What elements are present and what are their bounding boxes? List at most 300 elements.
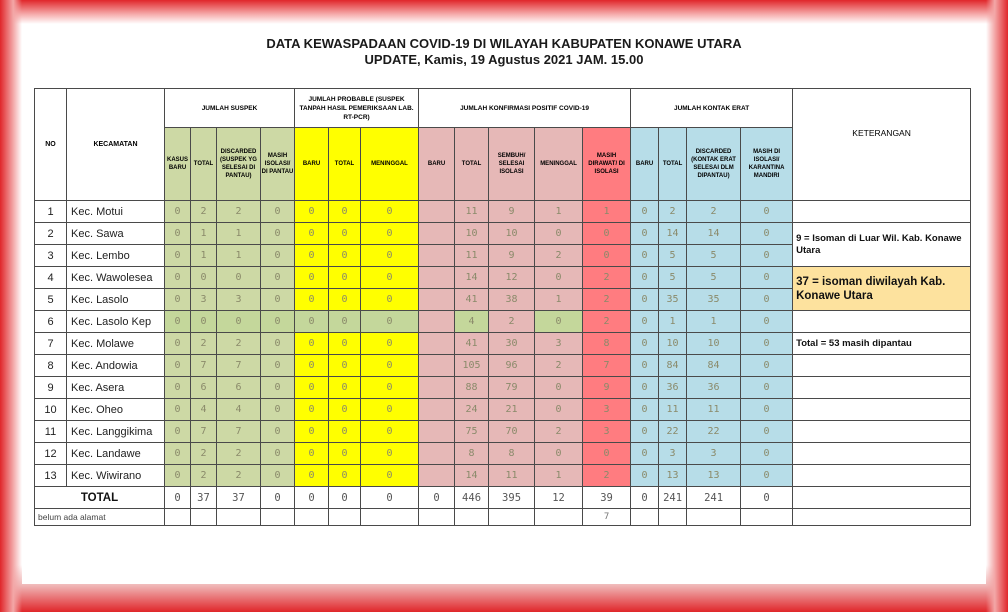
subheader-konfirmasi-baru: BARU bbox=[419, 128, 455, 201]
note-isoman-luar: 9 = Isoman di Luar Wil. Kab. Konawe Utara bbox=[793, 223, 971, 267]
cell-probable-meninggal: 0 bbox=[361, 399, 419, 421]
cell-konfirmasi-masih-dirawat: 2 bbox=[583, 267, 631, 289]
cell-kontak-masih-isolasi: 0 bbox=[741, 289, 793, 311]
cell-kontak-discarded: 35 bbox=[687, 289, 741, 311]
cell-suspek-discarded: 7 bbox=[217, 421, 261, 443]
cell-konfirmasi-total: 11 bbox=[455, 245, 489, 267]
subheader-probable-meninggal: MENINGGAL bbox=[361, 128, 419, 201]
covid-data-table bbox=[34, 88, 971, 526]
note-empty bbox=[793, 487, 971, 509]
empty-cell bbox=[489, 509, 535, 526]
cell-probable-meninggal: 0 bbox=[361, 201, 419, 223]
cell-konfirmasi-meninggal: 1 bbox=[535, 201, 583, 223]
total-probable-total: 0 bbox=[329, 487, 361, 509]
cell-suspek-masih-isolasi: 0 bbox=[261, 223, 295, 245]
cell-kontak-total: 3 bbox=[659, 443, 687, 465]
row-no: 12 bbox=[35, 443, 67, 465]
cell-konfirmasi-baru bbox=[419, 421, 455, 443]
cell-kontak-masih-isolasi: 0 bbox=[741, 465, 793, 487]
total-probable-meninggal: 0 bbox=[361, 487, 419, 509]
cell-suspek-total: 2 bbox=[191, 201, 217, 223]
cell-kontak-baru: 0 bbox=[631, 289, 659, 311]
cell-suspek-masih-isolasi: 0 bbox=[261, 289, 295, 311]
cell-konfirmasi-masih-dirawat: 2 bbox=[583, 311, 631, 333]
cell-probable-baru: 0 bbox=[295, 355, 329, 377]
cell-probable-meninggal: 0 bbox=[361, 421, 419, 443]
cell-konfirmasi-total: 75 bbox=[455, 421, 489, 443]
cell-konfirmasi-baru bbox=[419, 311, 455, 333]
cell-konfirmasi-masih-dirawat: 2 bbox=[583, 289, 631, 311]
subheader-masih-karantina: MASIH DI ISOLASI/ KARANTINA MANDIRI bbox=[741, 128, 793, 201]
row-no: 7 bbox=[35, 333, 67, 355]
document-title bbox=[22, 36, 986, 68]
total-konfirmasi-sembuh: 395 bbox=[489, 487, 535, 509]
cell-suspek-discarded: 2 bbox=[217, 443, 261, 465]
row-no: 11 bbox=[35, 421, 67, 443]
cell-kontak-total: 2 bbox=[659, 201, 687, 223]
row-no: 6 bbox=[35, 311, 67, 333]
cell-suspek-kasus-baru: 0 bbox=[165, 311, 191, 333]
cell-konfirmasi-total: 105 bbox=[455, 355, 489, 377]
right-red-border bbox=[986, 0, 1008, 612]
note-empty bbox=[793, 399, 971, 421]
header-probable: JUMLAH PROBABLE (SUSPEK TANPAH HASIL PEMERIKSAAN LAB. RT-PCR) bbox=[295, 89, 419, 128]
row-no: 3 bbox=[35, 245, 67, 267]
cell-suspek-masih-isolasi: 0 bbox=[261, 355, 295, 377]
cell-konfirmasi-meninggal: 0 bbox=[535, 377, 583, 399]
cell-suspek-total: 3 bbox=[191, 289, 217, 311]
cell-probable-baru: 0 bbox=[295, 399, 329, 421]
row-no: 4 bbox=[35, 267, 67, 289]
cell-konfirmasi-total: 10 bbox=[455, 223, 489, 245]
cell-suspek-masih-isolasi: 0 bbox=[261, 421, 295, 443]
cell-kontak-baru: 0 bbox=[631, 201, 659, 223]
empty-cell bbox=[687, 509, 741, 526]
subheader-suspek-total: TOTAL bbox=[191, 128, 217, 201]
cell-kontak-discarded: 10 bbox=[687, 333, 741, 355]
total-kontak-discarded: 241 bbox=[687, 487, 741, 509]
cell-suspek-kasus-baru: 0 bbox=[165, 421, 191, 443]
table-row bbox=[35, 333, 971, 355]
cell-probable-total: 0 bbox=[329, 223, 361, 245]
cell-konfirmasi-sembuh: 79 bbox=[489, 377, 535, 399]
note-isoman-wilayah: 37 = isoman diwilayah Kab. Konawe Utara bbox=[793, 267, 971, 311]
note-empty bbox=[793, 443, 971, 465]
cell-konfirmasi-baru bbox=[419, 245, 455, 267]
cell-suspek-total: 6 bbox=[191, 377, 217, 399]
row-kecamatan: Kec. Landawe bbox=[67, 443, 165, 465]
cell-kontak-total: 10 bbox=[659, 333, 687, 355]
cell-konfirmasi-baru bbox=[419, 465, 455, 487]
table-body bbox=[35, 201, 971, 526]
cell-probable-total: 0 bbox=[329, 355, 361, 377]
cell-kontak-baru: 0 bbox=[631, 421, 659, 443]
table-row bbox=[35, 443, 971, 465]
row-no: 8 bbox=[35, 355, 67, 377]
subheader-konfirmasi-meninggal: MENINGGAL bbox=[535, 128, 583, 201]
cell-konfirmasi-meninggal: 0 bbox=[535, 223, 583, 245]
cell-konfirmasi-total: 8 bbox=[455, 443, 489, 465]
cell-suspek-kasus-baru: 0 bbox=[165, 465, 191, 487]
cell-kontak-discarded: 22 bbox=[687, 421, 741, 443]
cell-kontak-baru: 0 bbox=[631, 377, 659, 399]
cell-konfirmasi-masih-dirawat: 3 bbox=[583, 421, 631, 443]
cell-kontak-masih-isolasi: 0 bbox=[741, 201, 793, 223]
cell-kontak-discarded: 2 bbox=[687, 201, 741, 223]
cell-konfirmasi-sembuh: 12 bbox=[489, 267, 535, 289]
empty-cell bbox=[165, 509, 191, 526]
subheader-discarded-suspek: DISCARDED (SUSPEK YG SELESAI DI PANTAU) bbox=[217, 128, 261, 201]
total-probable-baru: 0 bbox=[295, 487, 329, 509]
cell-konfirmasi-masih-dirawat: 0 bbox=[583, 223, 631, 245]
cell-suspek-total: 7 bbox=[191, 421, 217, 443]
row-no: 5 bbox=[35, 289, 67, 311]
cell-kontak-baru: 0 bbox=[631, 245, 659, 267]
header-kecamatan: KECAMATAN bbox=[67, 89, 165, 201]
row-no: 9 bbox=[35, 377, 67, 399]
document-sheet bbox=[22, 24, 986, 584]
note-total-dipantau: Total = 53 masih dipantau bbox=[793, 333, 971, 355]
cell-konfirmasi-sembuh: 9 bbox=[489, 201, 535, 223]
cell-konfirmasi-meninggal: 0 bbox=[535, 267, 583, 289]
cell-kontak-baru: 0 bbox=[631, 355, 659, 377]
cell-kontak-baru: 0 bbox=[631, 443, 659, 465]
cell-kontak-masih-isolasi: 0 bbox=[741, 421, 793, 443]
row-kecamatan: Kec. Oheo bbox=[67, 399, 165, 421]
cell-probable-baru: 0 bbox=[295, 289, 329, 311]
cell-suspek-discarded: 2 bbox=[217, 201, 261, 223]
cell-suspek-discarded: 0 bbox=[217, 311, 261, 333]
empty-cell bbox=[217, 509, 261, 526]
cell-suspek-kasus-baru: 0 bbox=[165, 377, 191, 399]
cell-suspek-masih-isolasi: 0 bbox=[261, 333, 295, 355]
cell-suspek-discarded: 2 bbox=[217, 333, 261, 355]
cell-kontak-discarded: 14 bbox=[687, 223, 741, 245]
total-kontak-masih-isolasi: 0 bbox=[741, 487, 793, 509]
total-row bbox=[35, 487, 971, 509]
total-suspek-discarded: 37 bbox=[217, 487, 261, 509]
cell-suspek-masih-isolasi: 0 bbox=[261, 443, 295, 465]
cell-probable-meninggal: 0 bbox=[361, 311, 419, 333]
cell-kontak-masih-isolasi: 0 bbox=[741, 355, 793, 377]
cell-kontak-discarded: 13 bbox=[687, 465, 741, 487]
unknown-address-value: 7 bbox=[583, 509, 631, 526]
cell-probable-total: 0 bbox=[329, 311, 361, 333]
cell-suspek-kasus-baru: 0 bbox=[165, 399, 191, 421]
subheader-konfirmasi-total: TOTAL bbox=[455, 128, 489, 201]
cell-kontak-discarded: 3 bbox=[687, 443, 741, 465]
cell-konfirmasi-meninggal: 1 bbox=[535, 465, 583, 487]
row-kecamatan: Kec. Lasolo bbox=[67, 289, 165, 311]
empty-cell bbox=[535, 509, 583, 526]
cell-konfirmasi-meninggal: 0 bbox=[535, 399, 583, 421]
cell-kontak-discarded: 5 bbox=[687, 245, 741, 267]
cell-konfirmasi-meninggal: 0 bbox=[535, 443, 583, 465]
cell-konfirmasi-baru bbox=[419, 399, 455, 421]
title-line-2: UPDATE, Kamis, 19 Agustus 2021 JAM. 15.00 bbox=[364, 52, 644, 67]
cell-probable-total: 0 bbox=[329, 443, 361, 465]
cell-konfirmasi-baru bbox=[419, 443, 455, 465]
subheader-masih-isolasi: MASIH ISOLASI/ DI PANTAU bbox=[261, 128, 295, 201]
cell-probable-baru: 0 bbox=[295, 421, 329, 443]
cell-kontak-total: 84 bbox=[659, 355, 687, 377]
empty-cell bbox=[361, 509, 419, 526]
cell-konfirmasi-total: 41 bbox=[455, 289, 489, 311]
table-row bbox=[35, 465, 971, 487]
cell-suspek-total: 1 bbox=[191, 245, 217, 267]
cell-kontak-masih-isolasi: 0 bbox=[741, 223, 793, 245]
cell-konfirmasi-masih-dirawat: 8 bbox=[583, 333, 631, 355]
empty-cell bbox=[261, 509, 295, 526]
cell-kontak-total: 14 bbox=[659, 223, 687, 245]
cell-suspek-discarded: 4 bbox=[217, 399, 261, 421]
cell-konfirmasi-total: 14 bbox=[455, 465, 489, 487]
cell-kontak-baru: 0 bbox=[631, 267, 659, 289]
cell-probable-meninggal: 0 bbox=[361, 245, 419, 267]
subheader-masih-dirawat: MASIH DIRAWAT/ DI ISOLASI bbox=[583, 128, 631, 201]
subheader-sembuh: SEMBUH/ SELESAI ISOLASI bbox=[489, 128, 535, 201]
cell-konfirmasi-meninggal: 1 bbox=[535, 289, 583, 311]
empty-cell bbox=[631, 509, 659, 526]
total-suspek-kasus-baru: 0 bbox=[165, 487, 191, 509]
cell-konfirmasi-meninggal: 2 bbox=[535, 245, 583, 267]
cell-konfirmasi-sembuh: 9 bbox=[489, 245, 535, 267]
cell-suspek-total: 1 bbox=[191, 223, 217, 245]
unknown-address-row bbox=[35, 509, 971, 526]
cell-probable-baru: 0 bbox=[295, 311, 329, 333]
cell-konfirmasi-meninggal: 2 bbox=[535, 355, 583, 377]
cell-konfirmasi-baru bbox=[419, 267, 455, 289]
cell-konfirmasi-masih-dirawat: 3 bbox=[583, 399, 631, 421]
row-no: 10 bbox=[35, 399, 67, 421]
header-keterangan: KETERANGAN bbox=[793, 89, 971, 201]
cell-kontak-masih-isolasi: 0 bbox=[741, 311, 793, 333]
header-no: NO bbox=[35, 89, 67, 201]
cell-probable-total: 0 bbox=[329, 399, 361, 421]
note-empty bbox=[793, 311, 971, 333]
row-kecamatan: Kec. Lasolo Kep bbox=[67, 311, 165, 333]
cell-suspek-total: 4 bbox=[191, 399, 217, 421]
cell-suspek-kasus-baru: 0 bbox=[165, 333, 191, 355]
cell-suspek-kasus-baru: 0 bbox=[165, 355, 191, 377]
cell-suspek-discarded: 2 bbox=[217, 465, 261, 487]
cell-suspek-total: 7 bbox=[191, 355, 217, 377]
cell-suspek-kasus-baru: 0 bbox=[165, 267, 191, 289]
cell-konfirmasi-total: 14 bbox=[455, 267, 489, 289]
cell-probable-baru: 0 bbox=[295, 333, 329, 355]
cell-probable-baru: 0 bbox=[295, 465, 329, 487]
cell-konfirmasi-total: 4 bbox=[455, 311, 489, 333]
cell-probable-total: 0 bbox=[329, 377, 361, 399]
cell-kontak-baru: 0 bbox=[631, 311, 659, 333]
cell-suspek-discarded: 7 bbox=[217, 355, 261, 377]
cell-konfirmasi-masih-dirawat: 0 bbox=[583, 245, 631, 267]
cell-konfirmasi-total: 24 bbox=[455, 399, 489, 421]
cell-probable-total: 0 bbox=[329, 245, 361, 267]
cell-konfirmasi-meninggal: 3 bbox=[535, 333, 583, 355]
empty-cell bbox=[295, 509, 329, 526]
cell-konfirmasi-sembuh: 38 bbox=[489, 289, 535, 311]
header-konfirmasi: JUMLAH KONFIRMASI POSITIF COVID-19 bbox=[419, 89, 631, 128]
cell-kontak-masih-isolasi: 0 bbox=[741, 333, 793, 355]
table-row bbox=[35, 399, 971, 421]
cell-suspek-discarded: 6 bbox=[217, 377, 261, 399]
cell-konfirmasi-total: 88 bbox=[455, 377, 489, 399]
empty-cell bbox=[659, 509, 687, 526]
cell-konfirmasi-baru bbox=[419, 333, 455, 355]
cell-kontak-masih-isolasi: 0 bbox=[741, 267, 793, 289]
title-line-1: DATA KEWASPADAAN COVID-19 DI WILAYAH KABUPATEN KONAWE UTARA bbox=[266, 36, 742, 51]
cell-konfirmasi-sembuh: 21 bbox=[489, 399, 535, 421]
cell-konfirmasi-sembuh: 2 bbox=[489, 311, 535, 333]
row-kecamatan: Kec. Lembo bbox=[67, 245, 165, 267]
cell-suspek-masih-isolasi: 0 bbox=[261, 245, 295, 267]
cell-suspek-total: 0 bbox=[191, 311, 217, 333]
cell-konfirmasi-baru bbox=[419, 355, 455, 377]
cell-kontak-discarded: 11 bbox=[687, 399, 741, 421]
cell-suspek-masih-isolasi: 0 bbox=[261, 465, 295, 487]
cell-probable-baru: 0 bbox=[295, 377, 329, 399]
cell-konfirmasi-total: 41 bbox=[455, 333, 489, 355]
cell-konfirmasi-baru bbox=[419, 377, 455, 399]
cell-suspek-kasus-baru: 0 bbox=[165, 245, 191, 267]
total-suspek-total: 37 bbox=[191, 487, 217, 509]
cell-suspek-masih-isolasi: 0 bbox=[261, 399, 295, 421]
cell-probable-baru: 0 bbox=[295, 223, 329, 245]
cell-suspek-masih-isolasi: 0 bbox=[261, 201, 295, 223]
cell-probable-meninggal: 0 bbox=[361, 355, 419, 377]
cell-kontak-baru: 0 bbox=[631, 399, 659, 421]
total-konfirmasi-total: 446 bbox=[455, 487, 489, 509]
cell-kontak-total: 1 bbox=[659, 311, 687, 333]
header-suspek: JUMLAH SUSPEK bbox=[165, 89, 295, 128]
cell-kontak-discarded: 1 bbox=[687, 311, 741, 333]
total-label: TOTAL bbox=[35, 487, 165, 509]
cell-suspek-total: 2 bbox=[191, 333, 217, 355]
note-empty bbox=[793, 465, 971, 487]
table-row bbox=[35, 355, 971, 377]
note-empty bbox=[793, 509, 971, 526]
cell-konfirmasi-sembuh: 30 bbox=[489, 333, 535, 355]
cell-konfirmasi-sembuh: 8 bbox=[489, 443, 535, 465]
cell-kontak-total: 5 bbox=[659, 267, 687, 289]
subheader-kontak-total: TOTAL bbox=[659, 128, 687, 201]
cell-kontak-baru: 0 bbox=[631, 223, 659, 245]
cell-probable-baru: 0 bbox=[295, 443, 329, 465]
cell-konfirmasi-sembuh: 11 bbox=[489, 465, 535, 487]
left-red-border bbox=[0, 0, 22, 612]
total-konfirmasi-masih-dirawat: 39 bbox=[583, 487, 631, 509]
note-empty bbox=[793, 377, 971, 399]
table-row bbox=[35, 267, 971, 289]
subheader-probable-baru: BARU bbox=[295, 128, 329, 201]
cell-probable-meninggal: 0 bbox=[361, 333, 419, 355]
cell-konfirmasi-meninggal: 2 bbox=[535, 421, 583, 443]
cell-kontak-masih-isolasi: 0 bbox=[741, 399, 793, 421]
cell-kontak-total: 5 bbox=[659, 245, 687, 267]
table-row bbox=[35, 377, 971, 399]
cell-suspek-masih-isolasi: 0 bbox=[261, 377, 295, 399]
cell-suspek-masih-isolasi: 0 bbox=[261, 267, 295, 289]
cell-probable-total: 0 bbox=[329, 421, 361, 443]
cell-konfirmasi-sembuh: 10 bbox=[489, 223, 535, 245]
cell-suspek-kasus-baru: 0 bbox=[165, 289, 191, 311]
cell-probable-meninggal: 0 bbox=[361, 267, 419, 289]
cell-kontak-total: 36 bbox=[659, 377, 687, 399]
cell-probable-total: 0 bbox=[329, 289, 361, 311]
row-kecamatan: Kec. Andowia bbox=[67, 355, 165, 377]
subheader-probable-total: TOTAL bbox=[329, 128, 361, 201]
cell-probable-baru: 0 bbox=[295, 267, 329, 289]
cell-konfirmasi-sembuh: 70 bbox=[489, 421, 535, 443]
table-row bbox=[35, 201, 971, 223]
total-kontak-baru: 0 bbox=[631, 487, 659, 509]
table-row bbox=[35, 223, 971, 245]
header-kontak-erat: JUMLAH KONTAK ERAT bbox=[631, 89, 793, 128]
cell-konfirmasi-meninggal: 0 bbox=[535, 311, 583, 333]
empty-cell bbox=[419, 509, 455, 526]
cell-konfirmasi-sembuh: 96 bbox=[489, 355, 535, 377]
empty-cell bbox=[741, 509, 793, 526]
cell-konfirmasi-baru bbox=[419, 201, 455, 223]
cell-probable-meninggal: 0 bbox=[361, 377, 419, 399]
total-kontak-total: 241 bbox=[659, 487, 687, 509]
cell-suspek-masih-isolasi: 0 bbox=[261, 311, 295, 333]
empty-cell bbox=[455, 509, 489, 526]
table-row bbox=[35, 311, 971, 333]
cell-suspek-kasus-baru: 0 bbox=[165, 223, 191, 245]
row-kecamatan: Kec. Asera bbox=[67, 377, 165, 399]
cell-kontak-masih-isolasi: 0 bbox=[741, 443, 793, 465]
row-kecamatan: Kec. Motui bbox=[67, 201, 165, 223]
cell-probable-total: 0 bbox=[329, 201, 361, 223]
subheader-kasus-baru: KASUS BARU bbox=[165, 128, 191, 201]
cell-kontak-total: 13 bbox=[659, 465, 687, 487]
cell-kontak-total: 35 bbox=[659, 289, 687, 311]
total-konfirmasi-baru: 0 bbox=[419, 487, 455, 509]
row-kecamatan: Kec. Langgikima bbox=[67, 421, 165, 443]
cell-konfirmasi-baru bbox=[419, 223, 455, 245]
row-kecamatan: Kec. Wawolesea bbox=[67, 267, 165, 289]
total-suspek-masih-isolasi: 0 bbox=[261, 487, 295, 509]
cell-suspek-total: 0 bbox=[191, 267, 217, 289]
cell-suspek-total: 2 bbox=[191, 443, 217, 465]
cell-probable-baru: 0 bbox=[295, 201, 329, 223]
cell-suspek-discarded: 3 bbox=[217, 289, 261, 311]
cell-konfirmasi-masih-dirawat: 7 bbox=[583, 355, 631, 377]
cell-kontak-discarded: 5 bbox=[687, 267, 741, 289]
cell-probable-meninggal: 0 bbox=[361, 465, 419, 487]
cell-suspek-kasus-baru: 0 bbox=[165, 443, 191, 465]
cell-suspek-discarded: 1 bbox=[217, 223, 261, 245]
cell-kontak-baru: 0 bbox=[631, 465, 659, 487]
cell-suspek-discarded: 1 bbox=[217, 245, 261, 267]
cell-probable-meninggal: 0 bbox=[361, 443, 419, 465]
cell-kontak-baru: 0 bbox=[631, 333, 659, 355]
cell-kontak-masih-isolasi: 0 bbox=[741, 245, 793, 267]
row-kecamatan: Kec. Molawe bbox=[67, 333, 165, 355]
cell-konfirmasi-baru bbox=[419, 289, 455, 311]
empty-cell bbox=[329, 509, 361, 526]
note-empty bbox=[793, 201, 971, 223]
cell-konfirmasi-masih-dirawat: 2 bbox=[583, 465, 631, 487]
cell-suspek-total: 2 bbox=[191, 465, 217, 487]
cell-probable-meninggal: 0 bbox=[361, 289, 419, 311]
note-empty bbox=[793, 355, 971, 377]
cell-suspek-kasus-baru: 0 bbox=[165, 201, 191, 223]
cell-kontak-total: 11 bbox=[659, 399, 687, 421]
cell-konfirmasi-total: 11 bbox=[455, 201, 489, 223]
